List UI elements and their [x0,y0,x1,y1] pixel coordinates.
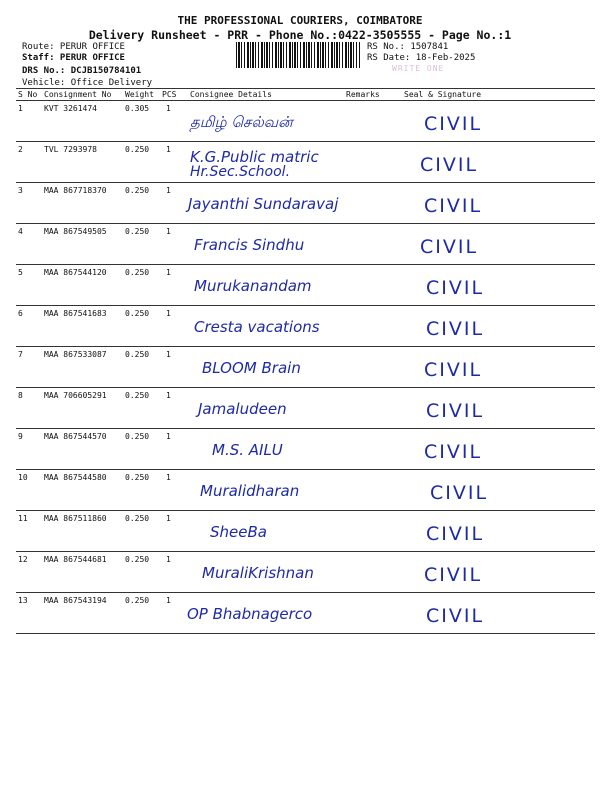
consignee-signature: தமிழ் செல்வன் [190,113,293,131]
row-consignment: MAA 867511860 [44,514,107,523]
col-sno: S No [18,90,38,99]
row-sno: 9 [18,432,23,441]
row-pcs: 1 [166,555,171,564]
consignee-signature-line2: Hr.Sec.School. [190,164,291,180]
row-pcs: 1 [166,514,171,523]
seal-signature: CIVIL [426,318,485,340]
table-row [16,552,595,593]
table-row [16,470,595,511]
row-sno: 6 [18,309,23,318]
barcode-icon [236,42,360,68]
row-sno: 2 [18,145,23,154]
row-sno: 1 [18,104,23,113]
row-consignment: MAA 867718370 [44,186,107,195]
row-sno: 12 [18,555,28,564]
row-weight: 0.250 [125,227,150,236]
faded-stamp: WRITE ONE [392,64,445,73]
table-row [16,347,595,388]
row-weight: 0.305 [125,104,150,113]
seal-signature: CIVIL [420,154,479,176]
table-row [16,306,595,347]
consignee-signature: Francis Sindhu [194,236,305,254]
col-remarks: Remarks [346,90,380,99]
header-rule-top [16,88,595,89]
table-row [16,142,595,183]
seal-signature: CIVIL [424,441,483,463]
row-consignment: MAA 867544120 [44,268,107,277]
consignee-signature: BLOOM Brain [202,359,301,377]
vehicle-label: Vehicle: Office Delivery [22,78,153,88]
consignee-signature: Murukanandam [194,277,312,295]
drs-number: DRS No.: DCJB150784101 [22,66,142,76]
row-pcs: 1 [166,350,171,359]
row-pcs: 1 [166,596,171,605]
row-sno: 13 [18,596,28,605]
seal-signature: CIVIL [424,564,483,586]
row-sno: 8 [18,391,23,400]
table-row [16,224,595,265]
col-consignment: Consignment No [44,90,112,99]
row-weight: 0.250 [125,268,150,277]
col-seal: Seal & Signature [404,90,482,99]
row-divider [16,633,595,634]
consignee-signature: K.G.Public matric [190,148,319,166]
row-consignment: MAA 867544570 [44,432,107,441]
row-sno: 7 [18,350,23,359]
consignee-signature: MuraliKrishnan [202,564,314,582]
row-weight: 0.250 [125,186,150,195]
seal-signature: CIVIL [424,113,483,135]
seal-signature: CIVIL [420,236,479,258]
company-title: THE PROFESSIONAL COURIERS, COIMBATORE [177,14,423,27]
row-sno: 3 [18,186,23,195]
table-row [16,265,595,306]
row-consignment: MAA 867543194 [44,596,107,605]
row-pcs: 1 [166,104,171,113]
consignee-signature: Cresta vacations [194,318,320,336]
col-weight: Weight [125,90,154,99]
row-consignment: MAA 867549505 [44,227,107,236]
row-consignment: KVT 3261474 [44,104,97,113]
row-pcs: 1 [166,309,171,318]
row-consignment: MAA 867544580 [44,473,107,482]
row-weight: 0.250 [125,514,150,523]
row-weight: 0.250 [125,432,150,441]
staff-label: Staff: PERUR OFFICE [22,53,125,63]
row-consignment: MAA 706605291 [44,391,107,400]
row-weight: 0.250 [125,555,150,564]
consignee-signature: OP Bhabnagerco [187,605,313,623]
col-pcs: PCS [162,90,177,99]
row-pcs: 1 [166,268,171,277]
table-row [16,101,595,142]
row-consignment: MAA 867541683 [44,309,107,318]
rs-date: RS Date: 18-Feb-2025 [367,53,476,63]
row-consignment: MAA 867533087 [44,350,107,359]
seal-signature: CIVIL [426,523,485,545]
row-pcs: 1 [166,145,171,154]
row-pcs: 1 [166,473,171,482]
row-weight: 0.250 [125,473,150,482]
consignee-signature: M.S. AILU [212,441,283,459]
table-row [16,429,595,470]
seal-signature: CIVIL [424,195,483,217]
row-sno: 5 [18,268,23,277]
seal-signature: CIVIL [426,277,485,299]
seal-signature: CIVIL [426,605,485,627]
table-row [16,183,595,224]
col-consignee: Consignee Details [190,90,272,99]
rs-number: RS No.: 1507841 [367,42,449,52]
table-row [16,593,595,634]
seal-signature: CIVIL [424,359,483,381]
route-label: Route: PERUR OFFICE [22,42,125,52]
row-weight: 0.250 [125,596,150,605]
row-pcs: 1 [166,391,171,400]
runsheet-subtitle: Delivery Runsheet - PRR - Phone No.:0422-3505555 - Page No.:1 [88,28,512,42]
row-weight: 0.250 [125,145,150,154]
consignee-signature: SheeBa [210,523,267,541]
row-weight: 0.250 [125,309,150,318]
row-weight: 0.250 [125,391,150,400]
table-row [16,388,595,429]
row-consignment: MAA 867544681 [44,555,107,564]
row-pcs: 1 [166,227,171,236]
consignee-signature: Muralidharan [200,482,300,500]
consignee-signature: Jamaludeen [198,400,287,418]
table-row [16,511,595,552]
seal-signature: CIVIL [426,400,485,422]
row-sno: 10 [18,473,28,482]
row-sno: 11 [18,514,28,523]
row-pcs: 1 [166,432,171,441]
row-pcs: 1 [166,186,171,195]
row-sno: 4 [18,227,23,236]
consignee-signature: Jayanthi Sundaravaj [188,195,339,213]
row-consignment: TVL 7293978 [44,145,97,154]
seal-signature: CIVIL [430,482,489,504]
row-weight: 0.250 [125,350,150,359]
